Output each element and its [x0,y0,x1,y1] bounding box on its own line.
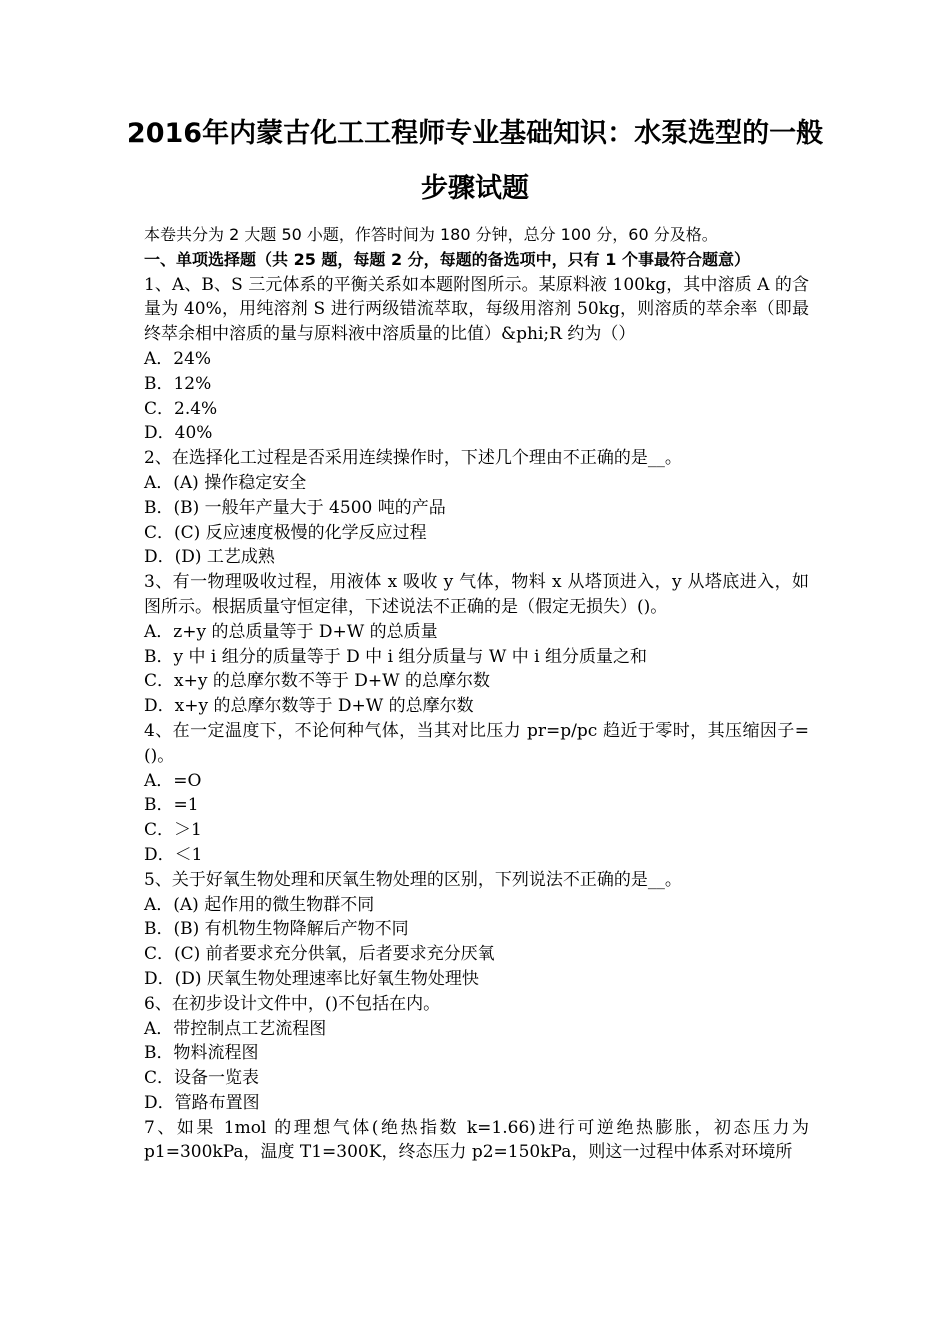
question-stem: 6、在初步设计文件中，()不包括在内。 [144,993,441,1014]
option-b: B．(B) 一般年产量大于 4500 吨的产品 [144,497,446,518]
question-stem: 3、有一物理吸收过程，用液体 x 吸收 y 气体，物料 x 从塔顶进入，y 从塔底进入，如图所示。根据质量守恒定律，下述说法不正确的是（假定无损失）()。 [144,572,809,617]
question-stem: 4、在一定温度下，不论何种气体，当其对比压力 pr=p/pc 趋近于零时，其压缩因子=()。 [144,720,809,766]
question-1 [144,273,809,447]
option-a: A．带控制点工艺流程图 [144,1018,327,1039]
exam-intro: 本卷共分为 2 大题 50 小题，作答时间为 180 分钟，总分 100 分，60 分及格。 [144,225,718,244]
document-title-line1: 2016年内蒙古化工工程师专业基础知识：水泵选型的一般 [126,118,824,149]
section-heading: 一、单项选择题（共 25 题，每题 2 分，每题的备选项中，只有 1 个事最符合题意） [144,249,750,269]
option-a: A．=O [144,770,202,791]
question-3 [144,570,809,719]
option-b: B．=1 [144,795,199,816]
option-c: C．设备一览表 [144,1068,260,1089]
question-7-stem: 7、如果 1mol 的理想气体(绝热指数 k=1.66)进行可逆绝热膨胀，初态压力为 p1=300kPa，温度 T1=300K，终态压力 p2=150kPa，则这一过程中体系对环境所 [144,1117,809,1163]
question-stem: 5、关于好氧生物处理和厌氧生物处理的区别，下列说法不正确的是__。 [144,869,682,890]
question-4 [144,719,809,868]
option-d: D．(D) 工艺成熟 [144,547,275,568]
option-d: D．管路布置图 [144,1092,260,1113]
option-d: D．x+y 的总摩尔数等于 D+W 的总摩尔数 [144,696,474,717]
option-c: C．(C) 前者要求充分供氧，后者要求充分厌氧 [144,944,495,965]
question-stem: 2、在选择化工过程是否采用连续操作时，下述几个理由不正确的是__。 [144,448,682,469]
option-d: D．40% [144,423,213,444]
document-title-line2: 步骤试题 [421,173,529,204]
question-stem: 1、A、B、S 三元体系的平衡关系如本题附图所示。某原料液 100kg，其中溶质 A 的含量为 40%，用纯溶剂 S 进行两级错流萃取，每级用溶剂 50kg，则溶质的萃余率（即最终萃余相中溶质的量与原料液中溶质量的比值）&phi;R 约为（） [144,274,809,345]
option-a: A．z+y 的总质量等于 D+W 的总质量 [144,621,438,642]
question-6 [144,992,809,1116]
option-c: C．2.4% [144,398,218,419]
option-d: D．(D) 厌氧生物处理速率比好氧生物处理快 [144,968,479,989]
option-a: A．24% [144,348,212,369]
option-c: C．＞1 [144,820,202,841]
question-5 [144,868,809,992]
option-c: C．(C) 反应速度极慢的化学反应过程 [144,522,427,543]
option-d: D．＜1 [144,844,203,865]
option-a: A．(A) 起作用的微生物群不同 [144,894,375,915]
option-b: B．(B) 有机物生物降解后产物不同 [144,919,409,940]
option-b: B．y 中 i 组分的质量等于 D 中 i 组分质量与 W 中 i 组分质量之和 [144,646,647,667]
question-2 [144,446,809,570]
option-c: C．x+y 的总摩尔数不等于 D+W 的总摩尔数 [144,671,491,692]
document-body [144,223,809,1165]
option-a: A．(A) 操作稳定安全 [144,472,307,493]
option-b: B．物料流程图 [144,1043,259,1064]
option-b: B．12% [144,373,212,394]
